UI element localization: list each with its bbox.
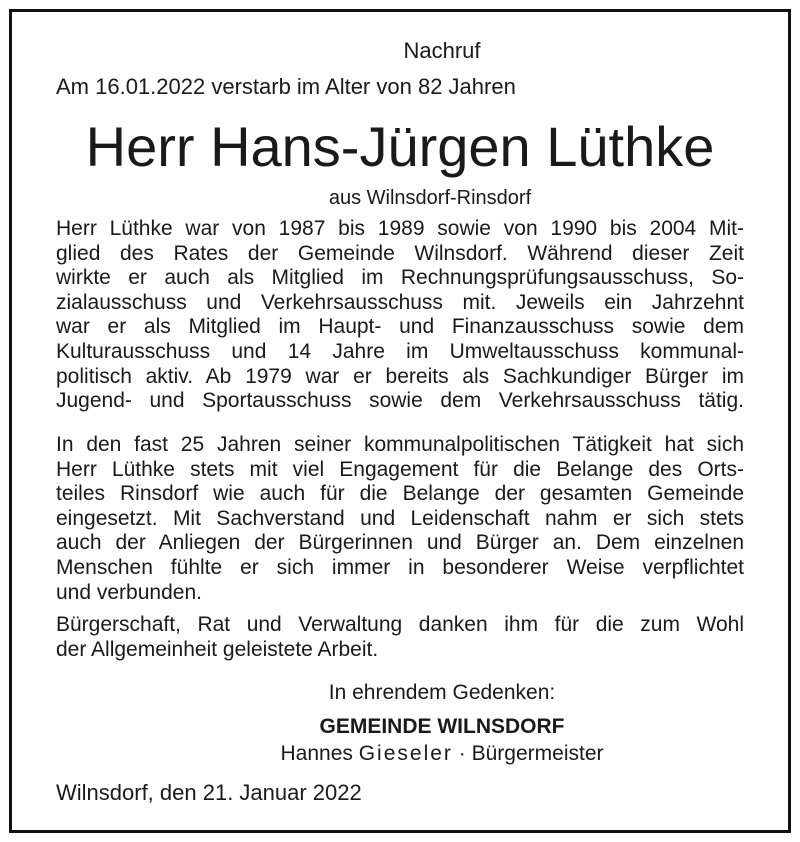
text-line: Herr Lüthke war von 1987 bis 1989 sowie von 1990 bis 2004 Mit- xyxy=(56,217,744,240)
signer-line xyxy=(56,741,744,767)
text-line: Menschen fühlte er sich immer in besonderer Weise verpflichtet xyxy=(56,555,744,579)
text-line: Jugend- und Sportausschuss sowie dem Verkehrsausschuss tätig. xyxy=(56,389,744,413)
text-line: war er als Mitglied im Haupt- und Finanzausschuss sowie dem xyxy=(56,315,744,339)
signer-separator: · xyxy=(458,742,466,765)
biography-paragraph xyxy=(56,217,744,414)
text-line: Bürgerschaft, Rat und Verwaltung danken ihm für die zum Wohl xyxy=(56,613,744,636)
text-line: In den fast 25 Jahren seiner kommunalpolitischen Tätigkeit hat sich xyxy=(56,433,744,456)
place-and-date: Wilnsdorf, den 21. Januar 2022 xyxy=(56,780,362,805)
death-announcement: Am 16.01.2022 verstarb im Alter von 82 Jahren xyxy=(56,74,516,99)
text-line: politisch aktiv. Ab 1979 war er bereits als Sachkundiger Bürger im xyxy=(56,364,744,388)
thanks-paragraph xyxy=(56,613,744,662)
notice-heading: Nachruf xyxy=(403,38,481,63)
text-line: auch der Anliegen der Bürgerinnen und Bürger an. Dem einzelnen xyxy=(56,531,744,555)
organization-name: GEMEINDE WILNSDORF xyxy=(319,715,565,738)
text-line: und verbunden. xyxy=(56,580,202,604)
deceased-origin: aus Wilnsdorf-Rinsdorf xyxy=(328,187,532,209)
text-line: glied des Rates der Gemeinde Wilnsdorf. Während dieser Zeit xyxy=(56,241,744,265)
text-line: eingesetzt. Mit Sachverstand und Leidenschaft nahm er sich stets xyxy=(56,506,744,530)
signer-last-name: Gieseler xyxy=(358,742,453,765)
signer-title: Bürgermeister xyxy=(471,742,604,765)
deceased-name: Herr Hans-Jürgen Lüthke xyxy=(85,115,715,178)
text-line: zialausschuss und Verkehrsausschuss mit. Jeweils ein Jahrzehnt xyxy=(56,290,744,314)
text-line: Kulturausschuss und 14 Jahre im Umweltausschuss kommunal- xyxy=(56,339,744,363)
engagement-paragraph xyxy=(56,433,744,605)
signer-first-name: Hannes xyxy=(280,742,353,765)
text-line: der Allgemeinheit geleistete Arbeit. xyxy=(56,637,379,661)
text-line: wirkte er auch als Mitglied im Rechnungsprüfungsausschuss, So- xyxy=(56,266,744,290)
text-line: Herr Lüthke stets mit viel Engagement für die Belange des Orts- xyxy=(56,457,744,481)
closing-phrase: In ehrendem Gedenken: xyxy=(328,681,556,704)
text-line: teiles Rinsdorf wie auch für die Belange der gesamten Gemeinde xyxy=(56,482,744,506)
